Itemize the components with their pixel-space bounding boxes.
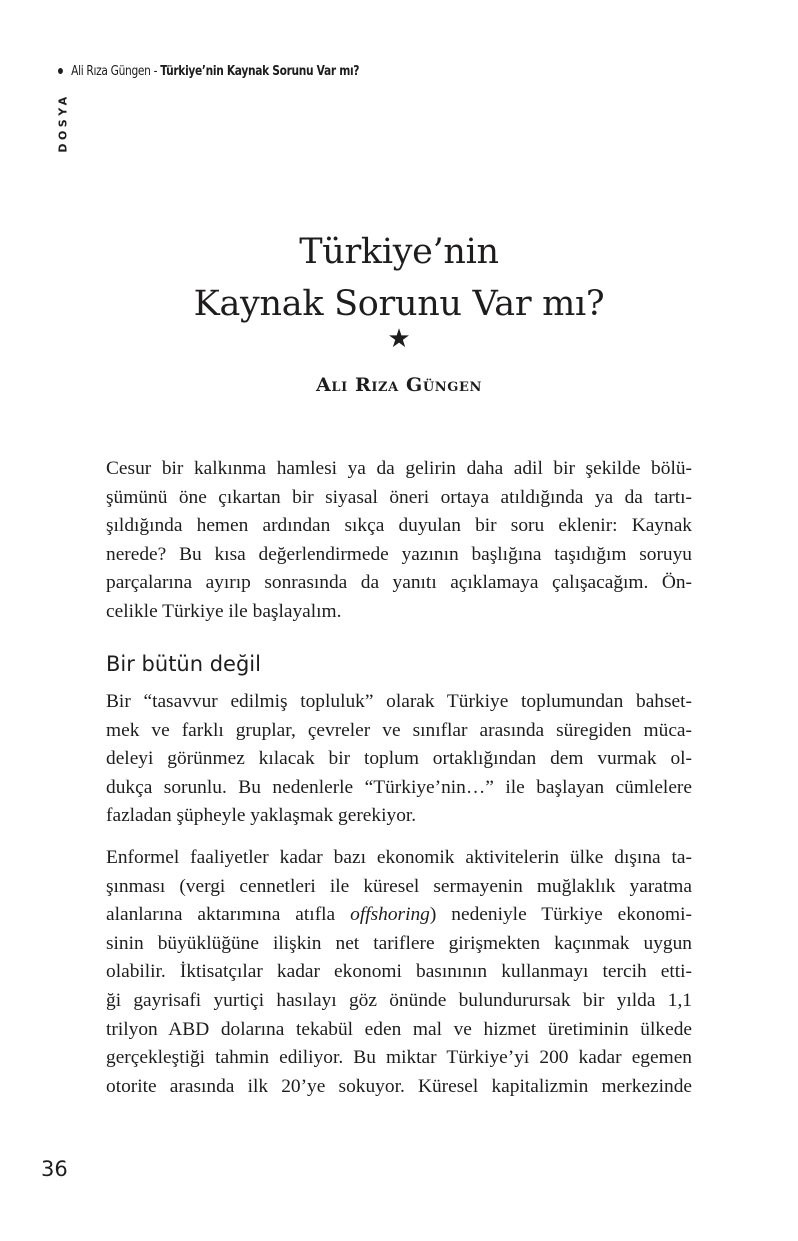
text-line: olabilir. İktisatçılar kadar ekonomi basınının kullanmayı tercih etti- <box>106 961 692 983</box>
text-line: şümünü öne çıkartan bir siyasal öneri ortaya atıldığında ya da tartı- <box>106 486 692 508</box>
text-line: sinin büyüklüğüne ilişkin net tariflere girişmekten kaçınmak uygun <box>106 932 692 954</box>
text-line: mek ve farklı gruplar, çevreler ve sınıflar arasında süregiden müca- <box>106 719 692 741</box>
article-title <box>0 226 798 330</box>
bullet-icon <box>58 68 63 74</box>
text-line: otorite arasında ilk 20’ye sokuyor. Küresel kapitalizmin merkezinde <box>106 1075 692 1097</box>
article-title-line-1: Türkiye’nin <box>299 232 499 272</box>
page-number: 36 <box>41 1157 68 1181</box>
italic-term: offshoring <box>350 904 430 926</box>
text-line: ği gayrisafi yurtiçi hasılayı göz önünde bulundurursak bir yılda 1,1 <box>106 989 692 1011</box>
text-line: Enformel faaliyetler kadar bazı ekonomik aktivitelerin ülke dışına ta- <box>106 847 692 868</box>
text-line: gerçekleştiği tahmin ediliyor. Bu miktar Türkiye’yi 200 kadar egemen <box>106 1047 692 1069</box>
text-line: deleyi görünmez kılacak bir toplum ortaklığından dem vurmak ol- <box>106 748 692 770</box>
text-line: fazladan şüpheyle yaklaşmak gerekiyor. <box>106 805 417 827</box>
text-line: nerede? Bu kısa değerlendirmede yazının başlığına taşıdığım soruyu <box>106 543 692 565</box>
star-icon: ★ <box>387 324 411 354</box>
text-line: trilyon ABD dolarına tekabül eden mal ve hizmet üretiminin ülkede <box>106 1018 692 1040</box>
paragraph-2 <box>106 688 692 831</box>
text-line-with-italic <box>106 901 692 930</box>
article-author: Ali Rıza Güngen <box>316 374 482 396</box>
section-heading: Bir bütün değil <box>106 652 261 676</box>
paragraph-3 <box>106 844 692 1101</box>
section-label-text: DOSYA <box>56 93 70 153</box>
section-label <box>56 92 70 154</box>
paragraph-1 <box>106 455 692 627</box>
text-line: Cesur bir kalkınma hamlesi ya da gelirin daha adil bir şekilde bölü- <box>106 458 692 479</box>
text-line: Bir “tasavvur edilmiş topluluk” olarak Türkiye toplumundan bahset- <box>106 691 692 712</box>
text-line: şıldığında hemen ardından sıkça duyulan bir soru eklenir: Kaynak <box>106 515 692 537</box>
running-header-author: Ali Rıza Güngen - <box>71 64 161 79</box>
text-line: dukça sorunlu. Bu nedenlerle “Türkiye’nin…” ile başlayan cümlelere <box>106 776 692 798</box>
running-header <box>58 64 359 79</box>
text-line: parçalarına ayırıp sonrasında da yanıtı açıklamaya çalışacağım. Ön- <box>106 572 692 594</box>
text-line: şınması (vergi cennetleri ile küresel sermayenin muğlaklık yaratma <box>106 875 692 897</box>
text-segment: ) nedeniyle Türkiye ekonomi- <box>429 904 692 926</box>
article-title-line-2: Kaynak Sorunu Var mı? <box>193 284 605 324</box>
running-header-title: Türkiye’nin Kaynak Sorunu Var mı? <box>160 64 360 79</box>
text-segment: alanlarına aktarımına atıfla <box>106 904 351 926</box>
text-line: celikle Türkiye ile başlayalım. <box>106 600 342 622</box>
